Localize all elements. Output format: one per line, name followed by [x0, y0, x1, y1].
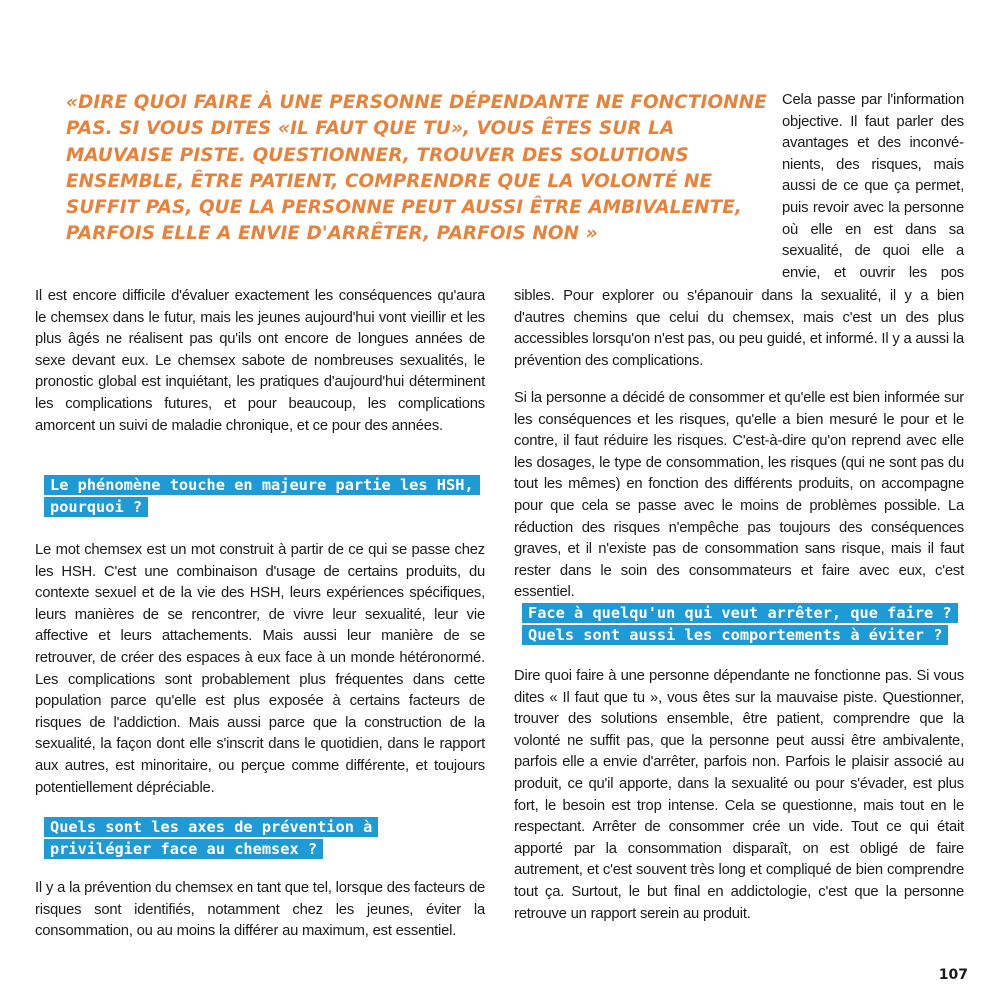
page-number: 107 — [938, 967, 968, 983]
section-heading-hsh-text: Le phénomène touche en majeure partie les HSH, pourquoi ? — [44, 475, 480, 517]
section-heading-prevention — [44, 816, 394, 860]
pull-quote: «DIRE QUOI FAIRE À UNE PERSONNE DÉPENDANTE NE FONCTIONNE PAS. SI VOUS DITES «IL FAUT QUE TU», VOUS ÊTES SUR LA MAUVAISE PISTE. QUESTIONNER, TROUVER DES SOLUTIONS ENSEMBLE, ÊTRE PATIENT, COMPRENDRE QUE LA VOLONTÉ NE SUFFIT PAS, QUE LA PERSONNE PEUT AUSSI ÊTRE AMBIVALENTE, PARFOIS ELLE A ENVIE D'ARRÊTER, PARFOIS NON » — [66, 92, 767, 245]
right-column-paragraph-2: Si la personne a décidé de consommer et qu'elle est bien informée sur les conséquences et les risques, qu'elle a bien mesuré le pour et le contre, il faut réduire les risques. C'est-à-dire qu'on reprend avec elle les dosages, le type de consommation, les risques (qui ne sont pas du tout les mêmes) en fonction des différents produits, on accompagne pour que cela se passe avec le moins de problèmes possible. La réduction des risques n'empêche pas toujours des conséquences graves, et il n'existe pas de consommation sans risque, mais il faut rester dans le soin des consommateurs et faire avec eux, c'est essentiel. — [514, 390, 964, 601]
left-column-paragraph-2: Le mot chemsex est un mot construit à partir de ce qui se passe chez les HSH. C'est une combinaison d'usage de certains produits, du contexte sexuel et de la vie des HSH, leurs expériences spécifiques, leurs manières de se rencontrer, de vivre leur sexualité, leur vie affective et leurs attachements. Mais aussi leur manière de se retrouver, de créer des espaces à eux face à un monde hétéronormé. Les complications sont probablement plus fréquentes dans cette population parce qu'elle est plus exposée à certains facteurs de risques de l'addiction. Mais aussi parce que la construction de la sexualité, la façon dont elle s'inscrit dans le quotidien, dans le rapport aux autres, est minoritaire, ou perçue comme différente, et toujours potentiellement dépréciable. — [35, 542, 485, 796]
section-heading-stop — [522, 602, 962, 646]
right-column-top-paragraph: Cela passe par l'information objective. Il faut parler des avantages et des inconvénients, des risques, mais aussi de ce que ça permet, puis revoir avec la personne où elle en est dans sa sexualité, de quoi elle a envie, et ouvrir les pos — [782, 92, 964, 281]
right-column-paragraph-1: sibles. Pour explorer ou s'épanouir dans la sexualité, il y a bien d'autres chemins que celui du chemsex, mais c'est un des plus accessibles lorsqu'on n'est pas, ou peu guidé, et informé. Il y a aussi la prévention des complications. — [514, 288, 964, 369]
section-heading-stop-text: Face à quelqu'un qui veut arrêter, que faire ? Quels sont aussi les comportements à éviter ? — [522, 603, 958, 645]
section-heading-prevention-text: Quels sont les axes de prévention à privilégier face au chemsex ? — [44, 817, 378, 859]
left-column-paragraph-3: Il y a la prévention du chemsex en tant que tel, lorsque des facteurs de risques sont identifiés, notamment chez les jeunes, éviter la consommation, ou au moins la différer au maximum, est essentiel. — [35, 880, 485, 940]
section-heading-hsh — [44, 474, 504, 518]
left-column-paragraph-1: Il est encore difficile d'évaluer exactement les conséquences qu'aura le chemsex dans le futur, mais les jeunes aujourd'hui vont vieillir et les plus âgés ne réalisent pas qu'ils ont encore de longues années de sexe devant eux. Le chemsex sabote de nombreuses sexualités, le pronostic global est inquiétant, les pratiques d'aujourd'hui déterminent les complications futures, et pour beaucoup, les complications amorcent un suivi de maladie chronique, et ce pour des années. — [35, 288, 485, 434]
right-column-paragraph-3: Dire quoi faire à une personne dépendante ne fonctionne pas. Si vous dites « Il faut que tu », vous êtes sur la mauvaise piste. Questionner, trouver des solutions ensemble, être patient, comprendre que la volonté ne suffit pas, que la personne peut aussi être ambivalente, parfois elle a envie d'arrêter, parfois non. Parfois le plaisir associé au produit, ce qu'il apporte, dans la sexualité ou pour s'évader, est plus fort, le besoin est trop intense. Cela se questionne, mais tout en le respectant. Arrêter de consommer crée un vide. Tout ce qui était apporté par la consommation disparaît, on est obligé de faire autrement, et c'est souvent très long et compliqué de bien comprendre tout ça. Surtout, le but final en addictologie, c'est que la personne retrouve un rapport serein au produit. — [514, 668, 964, 922]
